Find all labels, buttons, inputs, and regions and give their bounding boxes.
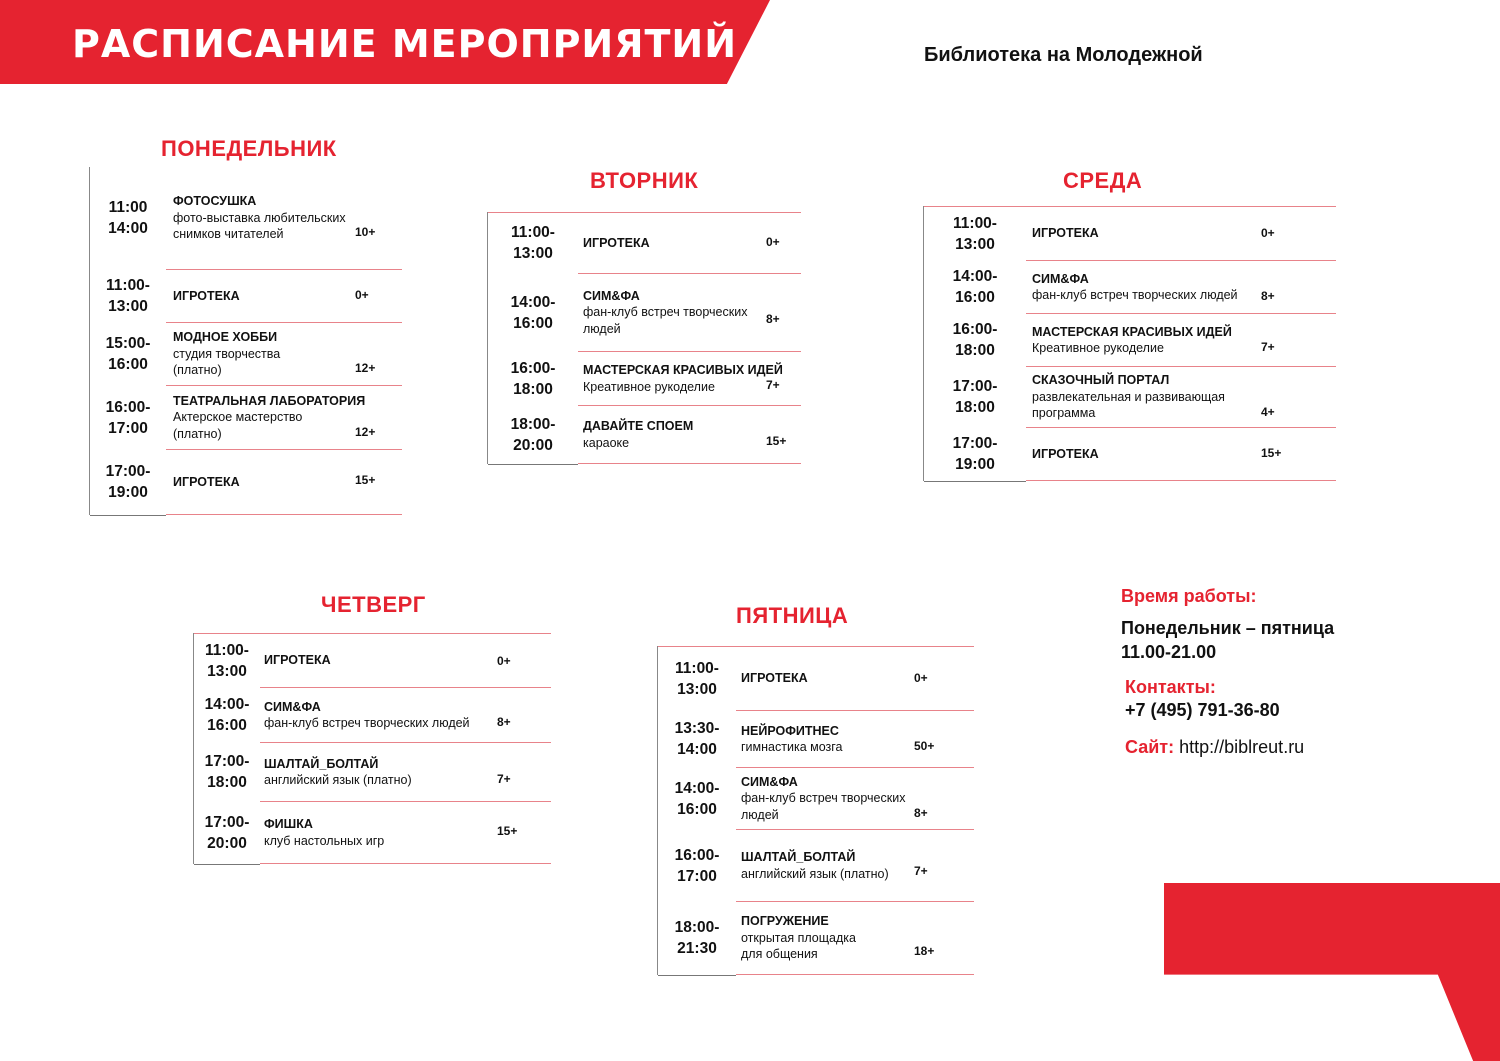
event-time (90, 450, 166, 516)
event-title: СИМ&ФА (583, 288, 640, 303)
event-description: Актерское мастерство (173, 410, 303, 425)
time-line: 19:00 (955, 456, 995, 474)
age-rating: 50+ (914, 739, 935, 753)
age-rating: 7+ (914, 864, 928, 878)
time-line: 18:00 (955, 342, 995, 360)
event-description: фото-выставка любительских (173, 210, 346, 225)
event-time (90, 270, 166, 324)
event-info (741, 830, 964, 901)
age-rating: 8+ (1261, 289, 1275, 303)
event-row (90, 167, 402, 270)
day-title-wednesday: СРЕДА (1063, 168, 1143, 193)
time-line: 20:00 (513, 436, 553, 454)
event-time (90, 386, 166, 451)
event-time (488, 213, 578, 275)
event-time (924, 261, 1026, 315)
age-rating: 0+ (497, 654, 511, 668)
event-info (173, 386, 392, 449)
event-description: студия творчества (173, 346, 281, 361)
event-info (583, 213, 791, 273)
age-rating: 7+ (766, 378, 780, 392)
time-line: 16:00 (207, 717, 247, 735)
time-line: 16:00 (108, 356, 148, 374)
event-time (488, 352, 578, 407)
page-title: РАСПИСАНИЕ МЕРОПРИЯТИЙ (72, 22, 738, 66)
event-title: ШАЛТАЙ_БОЛТАЙ (264, 756, 379, 771)
event-description: (платно) (173, 363, 222, 378)
event-title: МАСТЕРСКАЯ КРАСИВЫХ ИДЕЙ (583, 363, 783, 377)
event-row (658, 830, 974, 902)
event-description: снимков читателей (173, 227, 284, 242)
event-info (1032, 261, 1326, 313)
event-description: людей (741, 807, 779, 822)
age-rating: 7+ (497, 772, 511, 786)
time-line: 16:00 (955, 289, 995, 307)
library-name: Библиотека на Молодежной (924, 44, 1203, 66)
event-title: ИГРОТЕКА (264, 653, 331, 668)
event-row (488, 352, 801, 406)
event-description: развлекательная и развивающая (1032, 389, 1225, 404)
age-rating: 15+ (766, 434, 787, 448)
event-title: ИГРОТЕКА (173, 474, 240, 489)
event-title: СКАЗОЧНЫЙ ПОРТАЛ (1032, 373, 1170, 388)
event-title: ИГРОТЕКА (1032, 226, 1099, 241)
event-info (1032, 314, 1326, 366)
event-description: фан-клуб встреч творческих людей (264, 716, 470, 730)
time-line: 21:30 (677, 940, 717, 958)
event-title: ИГРОТЕКА (583, 235, 650, 250)
site-link[interactable]: http://biblreut.ru (1179, 737, 1305, 757)
event-row (924, 428, 1336, 481)
day-title-thursday: ЧЕТВЕРГ (321, 592, 426, 617)
event-row (90, 270, 402, 323)
phone-number: +7 (495) 791-36-80 (1125, 700, 1280, 720)
event-row (194, 633, 551, 688)
event-description: фан-клуб встреч творческих (583, 305, 748, 320)
event-time (90, 323, 166, 387)
day-title-friday: ПЯТНИЦА (736, 603, 849, 628)
event-time (658, 830, 736, 903)
age-rating: 10+ (355, 225, 376, 239)
event-time (924, 428, 1026, 482)
event-row (658, 902, 974, 975)
event-row (488, 274, 801, 352)
schedule-wednesday (923, 206, 1336, 481)
event-time (924, 207, 1026, 262)
time-line: 15:00- (105, 335, 151, 353)
event-description: английский язык (платно) (264, 773, 412, 787)
time-line: 18:00 (955, 399, 995, 417)
time-line: 13:00 (513, 245, 553, 263)
time-line: 13:00 (108, 298, 148, 316)
event-title: ТЕАТРАЛЬНАЯ ЛАБОРАТОРИЯ (173, 393, 366, 408)
event-title: ИГРОТЕКА (741, 671, 808, 686)
event-time (194, 743, 260, 803)
hours-time: 11.00-21.00 (1121, 642, 1217, 662)
schedule-monday (89, 167, 402, 515)
time-line: 16:00 (513, 314, 553, 332)
day-title-tuesday: ВТОРНИК (590, 168, 699, 193)
event-time (488, 274, 578, 353)
event-info (173, 167, 392, 269)
event-description: английский язык (платно) (741, 866, 889, 881)
event-row (90, 386, 402, 450)
event-title: СИМ&ФА (741, 774, 798, 789)
event-description: Креативное рукоделие (583, 379, 715, 394)
time-line: 17:00- (105, 463, 151, 481)
event-title: ФИШКА (264, 817, 313, 831)
time-line: 18:00 (207, 774, 247, 792)
day-title-monday: ПОНЕДЕЛЬНИК (161, 136, 337, 161)
event-info (741, 768, 964, 829)
event-row (658, 646, 974, 711)
time-line: 11:00- (953, 214, 997, 232)
event-title: ФОТОСУШКА (173, 194, 257, 209)
event-info (583, 274, 791, 351)
event-time (924, 314, 1026, 368)
age-rating: 0+ (766, 235, 780, 249)
schedule-thursday (193, 633, 551, 864)
time-line: 16:00- (674, 846, 720, 864)
time-line: 16:00- (105, 398, 151, 416)
time-line: 17:00- (952, 435, 998, 453)
schedule-tuesday (487, 212, 801, 464)
event-info (741, 902, 964, 974)
time-line: 14:00- (952, 268, 998, 286)
event-row (90, 323, 402, 386)
time-line: 14:00 (677, 741, 717, 759)
event-row (194, 688, 551, 743)
event-row (488, 406, 801, 464)
time-line: 16:00 (677, 800, 717, 818)
time-line: 13:30- (674, 720, 720, 738)
time-line: 18:00- (510, 415, 556, 433)
event-title: ИГРОТЕКА (173, 288, 240, 303)
event-time (90, 167, 166, 271)
event-row (194, 802, 551, 864)
time-line: 16:00- (952, 321, 998, 339)
time-line: 14:00- (510, 293, 556, 311)
event-row (658, 768, 974, 830)
event-description: для общения (741, 947, 818, 962)
event-title: МОДНОЕ ХОББИ (173, 330, 278, 345)
time-line: 20:00 (207, 834, 247, 852)
event-info (583, 406, 791, 463)
event-description: Креативное рукоделие (1032, 341, 1164, 355)
time-line: 11:00- (205, 641, 249, 659)
event-row (924, 367, 1336, 428)
event-title: ИГРОТЕКА (1032, 446, 1099, 461)
event-time (658, 768, 736, 831)
time-line: 11:00- (511, 224, 555, 242)
schedule-friday (657, 646, 974, 975)
event-time (658, 902, 736, 976)
event-info (1032, 207, 1326, 260)
event-description: людей (583, 321, 621, 336)
time-line: 18:00 (513, 380, 553, 398)
event-row (924, 261, 1336, 314)
event-time (658, 647, 736, 712)
event-info (1032, 428, 1326, 480)
event-time (194, 688, 260, 744)
event-title: ДАВАЙТЕ СПОЕМ (583, 419, 694, 433)
time-line: 17:00- (204, 813, 250, 831)
time-line: 11:00- (106, 277, 150, 295)
event-description: караоке (583, 435, 630, 450)
event-title: НЕЙРОФИТНЕС (741, 723, 839, 738)
site-label: Сайт: (1125, 737, 1175, 757)
time-line: 19:00 (108, 484, 148, 502)
time-line: 17:00 (108, 419, 148, 437)
event-title: СИМ&ФА (1032, 271, 1089, 286)
time-line: 17:00- (204, 753, 250, 771)
event-description: программа (1032, 406, 1096, 421)
hours-label: Время работы: (1121, 586, 1257, 606)
event-time (924, 367, 1026, 429)
event-title: ШАЛТАЙ_БОЛТАЙ (741, 850, 856, 864)
time-line: 16:00- (510, 359, 556, 377)
age-rating: 0+ (914, 671, 928, 685)
corner-decoration (1164, 883, 1500, 1061)
age-rating: 15+ (497, 824, 518, 838)
event-time (194, 802, 260, 865)
time-line: 14:00 (108, 220, 148, 238)
time-line: 14:00- (204, 696, 250, 714)
age-rating: 8+ (497, 715, 511, 729)
age-rating: 8+ (914, 806, 928, 820)
age-rating: 4+ (1261, 405, 1275, 419)
event-description: фан-клуб встреч творческих (741, 791, 906, 806)
event-description: открытая площадка (741, 930, 856, 945)
event-title: ПОГРУЖЕНИЕ (741, 914, 829, 929)
event-time (194, 634, 260, 689)
event-description: гимнастика мозга (741, 740, 843, 754)
time-line: 13:00 (677, 680, 717, 698)
age-rating: 15+ (1261, 446, 1282, 460)
event-info (173, 323, 392, 385)
age-rating: 18+ (914, 944, 935, 958)
event-description: фан-клуб встреч творческих людей (1032, 288, 1238, 302)
event-description: клуб настольных игр (264, 833, 385, 848)
time-line: 17:00- (952, 378, 998, 396)
event-time (658, 711, 736, 769)
age-rating: 8+ (766, 312, 780, 326)
age-rating: 12+ (355, 425, 376, 439)
event-row (488, 212, 801, 274)
event-row (90, 450, 402, 515)
time-line: 13:00 (207, 662, 247, 680)
age-rating: 7+ (1261, 340, 1275, 354)
contacts-label: Контакты: (1125, 677, 1216, 697)
age-rating: 0+ (355, 288, 369, 302)
event-info (583, 352, 791, 405)
age-rating: 12+ (355, 361, 376, 375)
time-line: 18:00- (674, 919, 720, 937)
event-row (194, 743, 551, 802)
site-line (1125, 737, 1304, 758)
event-time (488, 406, 578, 465)
age-rating: 15+ (355, 473, 376, 487)
event-info (741, 647, 964, 710)
event-title: СИМ&ФА (264, 699, 321, 714)
hours-days: Понедельник – пятница (1121, 618, 1335, 638)
time-line: 13:00 (955, 235, 995, 253)
time-line: 14:00- (674, 779, 720, 797)
event-row (924, 314, 1336, 367)
event-row (924, 206, 1336, 261)
time-line: 17:00 (677, 867, 717, 885)
time-line: 11:00- (675, 659, 719, 677)
event-description: (платно) (173, 426, 222, 441)
event-row (658, 711, 974, 768)
time-line: 11:00 (108, 199, 148, 217)
event-info (1032, 367, 1326, 427)
age-rating: 0+ (1261, 226, 1275, 240)
event-title: МАСТЕРСКАЯ КРАСИВЫХ ИДЕЙ (1032, 324, 1232, 339)
